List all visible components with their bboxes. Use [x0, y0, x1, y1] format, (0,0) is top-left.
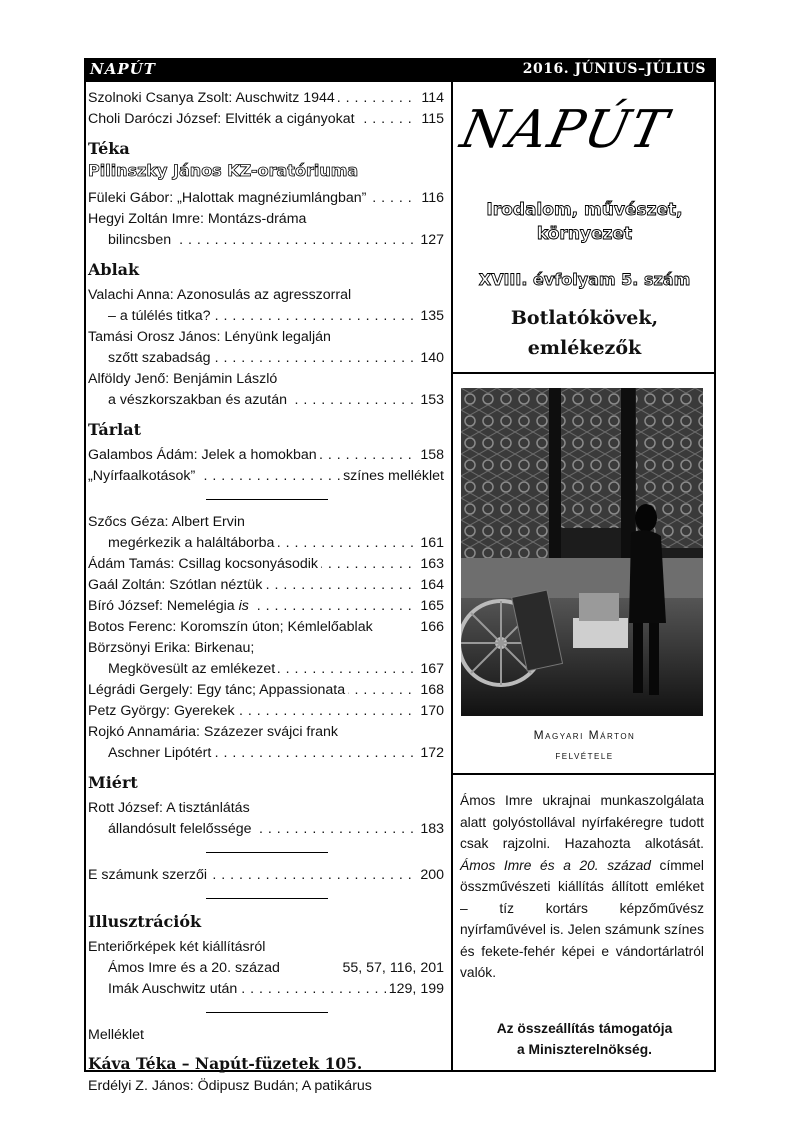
issue-number: XVIII. évfolyam 5. szám — [478, 270, 691, 289]
issue-date: 2016. JÚNIUS–JÚLIUS — [522, 61, 706, 77]
toc-entry[interactable]: Aschner Lipótért 172 . . . — [88, 743, 444, 764]
sponsor-line-2: a Miniszterelnökség. — [517, 1042, 652, 1057]
issue-theme — [453, 303, 716, 363]
masthead-subtitle-1: Irodalom, művészet, — [486, 200, 683, 220]
cover-photo — [461, 388, 703, 716]
section-heading-ablak: Ablak — [88, 260, 140, 279]
section-heading-miert: Miért — [88, 773, 138, 792]
toc-entry[interactable]: Gaál Zoltán: Szótlan néztük 164 . . . — [88, 575, 444, 596]
toc-entry[interactable]: bilincsben 127 . . . — [88, 230, 444, 251]
section-rule — [453, 773, 716, 775]
toc-entry-title: Valachi Anna: Azonosulás az agresszorral — [88, 287, 352, 303]
sponsor-line-1: Az összeállítás támogatója — [496, 1021, 673, 1036]
toc-entry-title: Alföldy Jenő: Benjámin László — [88, 371, 278, 387]
toc-entry[interactable]: szőtt szabadság 140 . . . — [88, 348, 444, 369]
supplement-label: Melléklet — [88, 1027, 144, 1043]
toc-entry[interactable]: Bíró József: Nemelégia is 165 . . . — [88, 596, 444, 617]
toc-entry[interactable]: megérkezik a haláltáborba 161 . . . — [88, 533, 444, 554]
toc-entry[interactable]: a vészkorszakban és azután 153 . . . — [88, 390, 444, 411]
masthead-subtitle-2: környezet — [536, 224, 633, 244]
toc-entry[interactable]: „Nyírfaalkotások” színes melléklet . . . — [88, 466, 444, 487]
separator-rule — [206, 852, 328, 853]
photo-credit-label: felvétele — [555, 748, 614, 762]
photo-caption — [453, 725, 716, 765]
toc-entry-title: Tamási Orosz János: Lényünk legalján — [88, 329, 331, 345]
toc-entry[interactable]: Ádám Tamás: Csillag kocsonyásodik 163 . . . — [88, 554, 444, 575]
toc-entry-title: Rojkó Annamária: Százezer svájci frank — [88, 724, 338, 740]
separator-rule — [206, 499, 328, 500]
sponsor-note — [453, 1018, 716, 1060]
toc-entry[interactable]: E számunk szerzői 200 . . . — [88, 865, 444, 886]
toc-entry[interactable]: – a túlélés titka? 135 . . . — [88, 306, 444, 327]
section-subheading-teka: Pilinszky János KZ-oratóriuma — [88, 161, 359, 180]
illustrations-intro: Enteriőrképek két kiállításról — [88, 939, 266, 955]
supplement-title: Káva Téka – Napút-füzetek 105. — [88, 1054, 363, 1073]
toc-entry[interactable]: Szolnoki Csanya Zsolt: Auschwitz 1944 114 . . . — [88, 88, 444, 109]
toc-entry[interactable]: Galambos Ádám: Jelek a homokban 158 . . . — [88, 445, 444, 466]
cover-description: Ámos Imre ukrajnai munkaszolgálata alatt golyóstollával nyírfakéregre tudott csak rajzolni. Hazahozta alkotását. Ámos Imre és a 20. század címmel összművészeti kiállítás állított emléket – tíz kortárs képzőművész nyírfaművével is. Jelen számunk színes és fekete-fehér képei e vándortárlatról valók. — [460, 793, 704, 980]
toc-entry[interactable]: Petz György: Gyerekek 170 . . . — [88, 701, 444, 722]
toc-entry[interactable]: Botos Ferenc: Koromszín úton; Kémlelőablak 166 — [88, 617, 444, 638]
toc-entry[interactable]: Ámos Imre és a 20. század 55, 57, 116, 201 — [88, 958, 444, 979]
top-bar — [84, 58, 716, 82]
photo-credit-name: Magyari Márton — [533, 728, 636, 742]
separator-rule — [206, 1012, 328, 1013]
toc-entry[interactable]: Füleki Gábor: „Halottak magnéziumlángban” 116 . . . — [88, 188, 444, 209]
issue-theme-line-2: emlékezők — [527, 337, 642, 359]
toc-entry-title: Rott József: A tisztánlátás — [88, 800, 250, 816]
supplement-subtitle: Erdélyi Z. János: Ödipusz Budán; A patikárus — [88, 1078, 372, 1094]
section-rule — [453, 372, 716, 374]
issue-theme-line-1: Botlatókövek, — [510, 307, 659, 329]
masthead-title: NAPÚT — [455, 100, 675, 160]
section-heading-illusztraciok: Illusztrációk — [88, 912, 202, 931]
toc-entry-title: Szőcs Géza: Albert Ervin — [88, 514, 245, 530]
section-heading-tarlat: Tárlat — [88, 420, 142, 439]
table-of-contents — [88, 88, 444, 1097]
toc-entry[interactable]: Imák Auschwitz után 129, 199 . . . — [88, 979, 444, 1000]
toc-entry-title: Börzsönyi Erika: Birkenau; — [88, 640, 255, 656]
section-heading-teka: Téka — [88, 139, 130, 158]
interior-photo-illustration — [461, 388, 703, 716]
separator-rule — [206, 898, 328, 899]
header-logo: NAPÚT — [90, 60, 156, 78]
toc-entry[interactable]: állandósult felelőssége 183 . . . — [88, 819, 444, 840]
toc-entry[interactable]: Légrádi Gergely: Egy tánc; Appassionata 168 . . . — [88, 680, 444, 701]
toc-entry[interactable]: Megkövesült az emlékezet 167 . . . — [88, 659, 444, 680]
toc-entry[interactable]: Choli Daróczi József: Elvitték a cigányokat 115 . . . — [88, 109, 444, 130]
toc-entry-title: Hegyi Zoltán Imre: Montázs-dráma — [88, 211, 307, 227]
